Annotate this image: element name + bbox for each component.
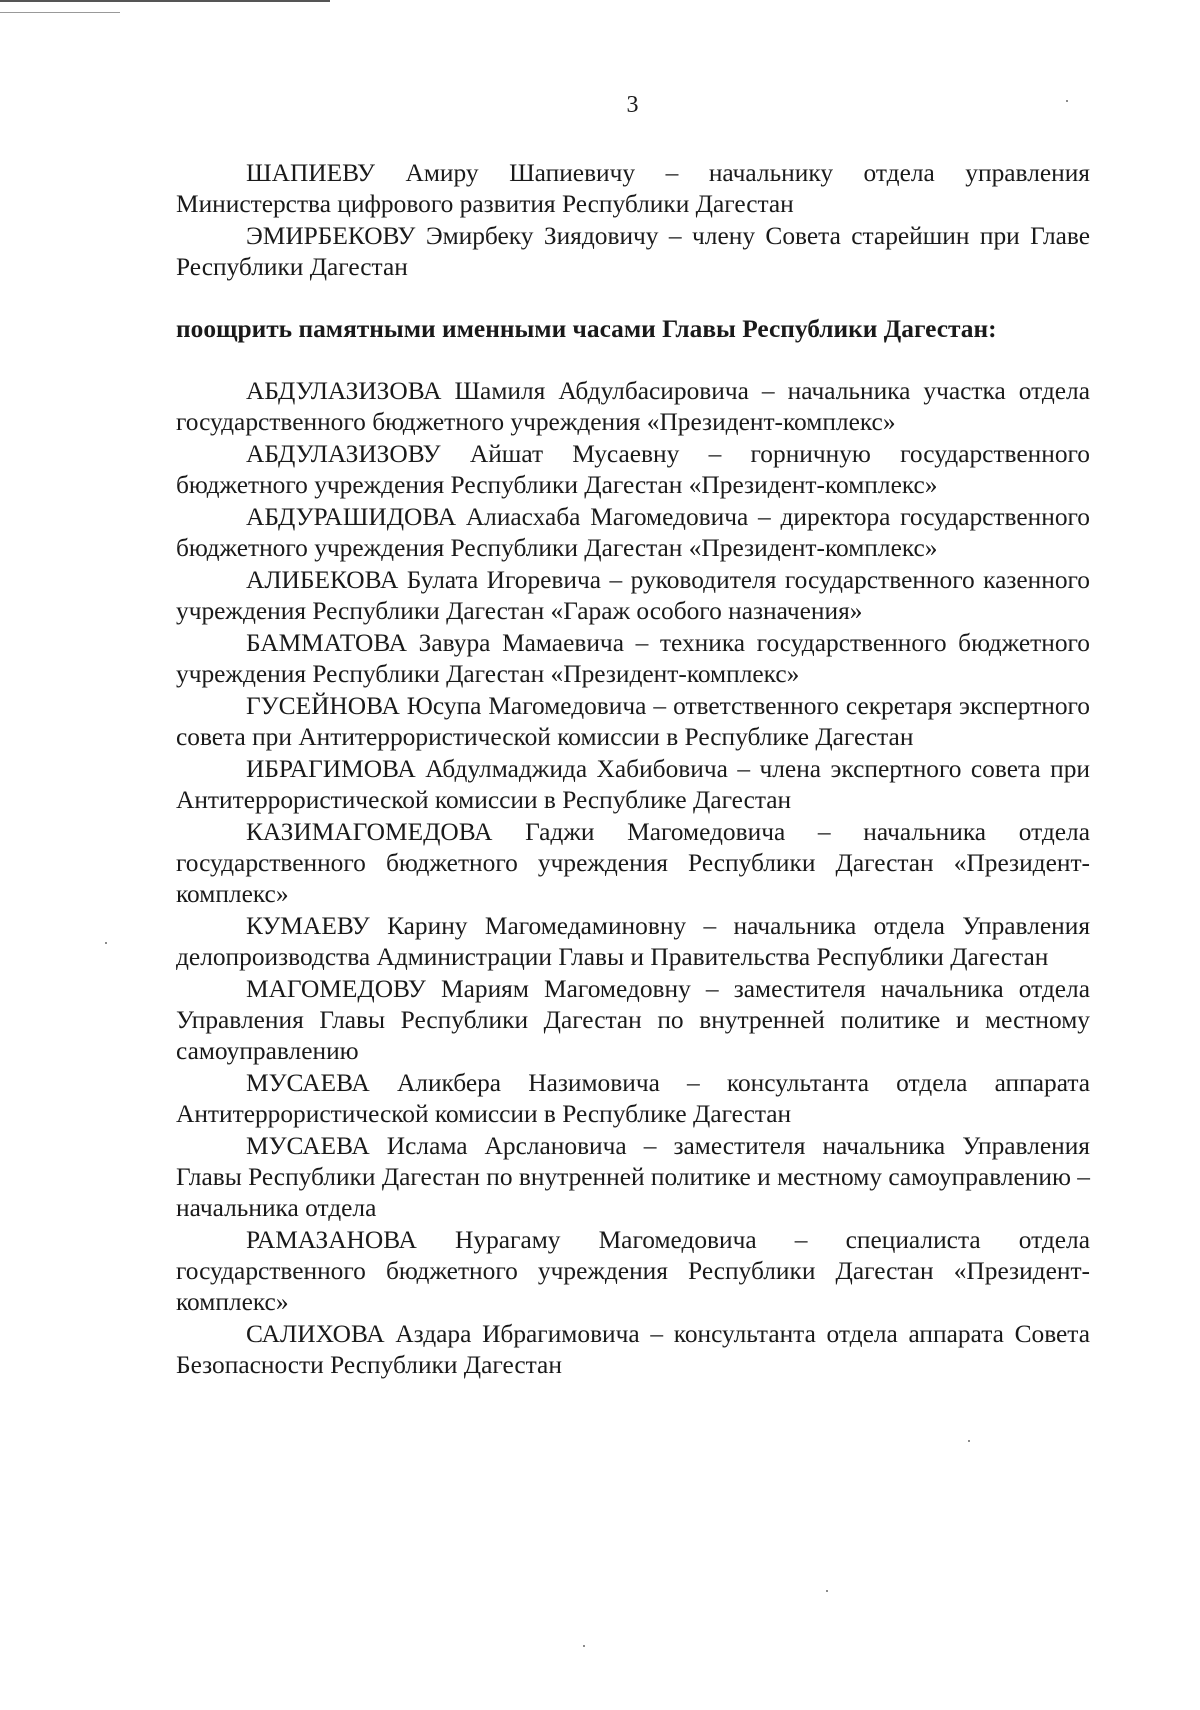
award-entry [176,974,1090,1067]
award-entry [176,1068,1090,1130]
award-entry [176,1131,1090,1224]
document-body [176,158,1090,1381]
award-entry [176,565,1090,627]
award-entry [176,158,1090,220]
entry-text: Юсупа Магомедовича – ответственного секретаря экспертного совета при Антитеррористической комиссии в Республике Дагестан [176,692,1090,751]
award-entry [176,1225,1090,1318]
entry-text: Аздара Ибрагимовича – консультанта отдела аппарата Совета Безопасности Республики Дагестан [176,1320,1090,1379]
scan-speck [826,1590,828,1592]
section-heading: поощрить памятными именными часами Главы Республики Дагестан: [176,315,997,343]
page-number: 3 [626,92,639,118]
award-entry [176,221,1090,283]
entry-text: Мариям Магомедовну – заместителя начальника отдела Управления Главы Республики Дагестан по внутренней политике и местному самоуправлению [176,975,1090,1065]
entry-surname: ЭМИРБЕКОВУ [246,222,416,250]
award-entry [176,817,1090,910]
entry-surname: ШАПИЕВУ [246,159,375,187]
entry-text: Айшат Мусаевну – горничную государственного бюджетного учреждения Республики Дагестан «Президент-комплекс» [176,440,1090,499]
entry-surname: МУСАЕВА [246,1069,370,1097]
award-entry [176,439,1090,501]
top-entries [176,158,1090,283]
entry-surname: КАЗИМАГОМЕДОВА [246,818,493,846]
entry-surname: ИБРАГИМОВА [246,755,416,783]
entry-text: Абдулмаджида Хабибовича – члена экспертного совета при Антитеррористической комиссии в Республике Дагестан [176,755,1090,814]
entry-text: Амиру Шапиевичу – начальнику отдела управления Министерства цифрового развития Республики Дагестан [176,159,1090,218]
entry-surname: БАММАТОВА [246,629,408,657]
scan-speck [1066,100,1068,102]
entry-surname: МАГОМЕДОВУ [246,975,426,1003]
entry-surname: АБДУЛАЗИЗОВУ [246,440,441,468]
scan-edge-line [0,0,330,2]
entry-text: Нурагаму Магомедовича – специалиста отдела государственного бюджетного учреждения Республики Дагестан «Президент-комплекс» [176,1226,1090,1316]
entry-text: Шамиля Абдулбасировича – начальника участка отдела государственного бюджетного учреждения «Президент-комплекс» [176,377,1090,436]
entry-text: Булата Игоревича – руководителя государственного казенного учреждения Республики Дагестан «Гараж особого назначения» [176,566,1090,625]
scan-speck [968,1440,970,1442]
entry-surname: АБДУЛАЗИЗОВА [246,377,442,405]
entry-surname: САЛИХОВА [246,1320,385,1348]
award-entry [176,628,1090,690]
scan-edge-line-secondary [0,12,120,13]
award-entry [176,911,1090,973]
entry-surname: РАМАЗАНОВА [246,1226,417,1254]
entry-text: Завура Мамаевича – техника государственного бюджетного учреждения Республики Дагестан «Президент-комплекс» [176,629,1090,688]
scan-speck [105,942,107,944]
award-entry [176,754,1090,816]
entry-surname: АЛИБЕКОВА [246,566,399,594]
entry-surname: АБДУРАШИДОВА [246,503,457,531]
award-entry [176,376,1090,438]
entry-surname: МУСАЕВА [246,1132,370,1160]
award-entry [176,502,1090,564]
entry-surname: КУМАЕВУ [246,912,370,940]
entry-text: Аликбера Назимовича – консультанта отдела аппарата Антитеррористической комиссии в Республике Дагестан [176,1069,1090,1128]
award-entry [176,1319,1090,1381]
entry-text: Эмирбеку Зиядовичу – члену Совета старейшин при Главе Республики Дагестан [176,222,1090,281]
scan-speck [583,1645,585,1647]
entry-surname: ГУСЕЙНОВА [246,692,400,720]
entry-text: Алиасхаба Магомедовича – директора государственного бюджетного учреждения Республики Дагестан «Президент-комплекс» [176,503,1090,562]
award-list [176,376,1090,1381]
award-entry [176,691,1090,753]
entry-text: Гаджи Магомедовича – начальника отдела государственного бюджетного учреждения Республики Дагестан «Президент-комплекс» [176,818,1090,908]
entry-text: Карину Магомедаминовну – начальника отдела Управления делопроизводства Администрации Главы и Правительства Республики Дагестан [176,912,1090,971]
entry-text: Ислама Арслановича – заместителя начальника Управления Главы Республики Дагестан по внутренней политике и местному самоуправлению – начальника отдела [176,1132,1090,1222]
